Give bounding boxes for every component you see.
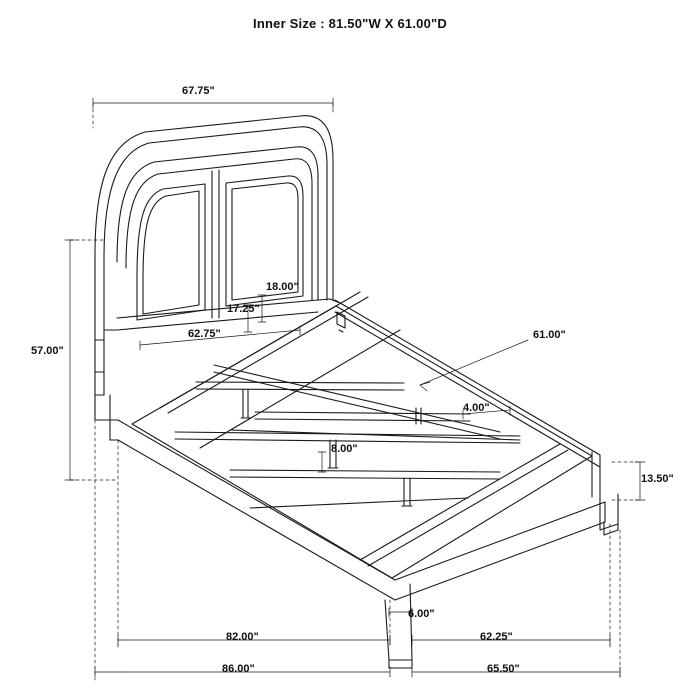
dim-overall-height: 57.00" [31, 345, 64, 357]
dim-side-rail-height: 13.50" [641, 473, 674, 485]
dim-rail-thickness: 4.00" [463, 402, 490, 414]
dim-panel-width: 62.75" [188, 328, 221, 340]
dim-deck-length: 82.00" [226, 631, 259, 643]
dim-overall-depth: 65.50" [487, 663, 520, 675]
dim-panel-height: 17.25" [227, 303, 260, 315]
page-title: Inner Size : 81.50"W X 61.00"D [253, 16, 447, 31]
dim-slat-width: 8.00" [331, 443, 358, 455]
dim-headboard-width: 67.75" [182, 85, 215, 97]
dim-slat-depth: 61.00" [533, 329, 566, 341]
dim-overall-length: 86.00" [222, 663, 255, 675]
dim-panel-inner-height: 18.00" [266, 281, 299, 293]
dim-leg-width: 6.00" [408, 608, 435, 620]
dim-side-depth: 62.25" [480, 631, 513, 643]
